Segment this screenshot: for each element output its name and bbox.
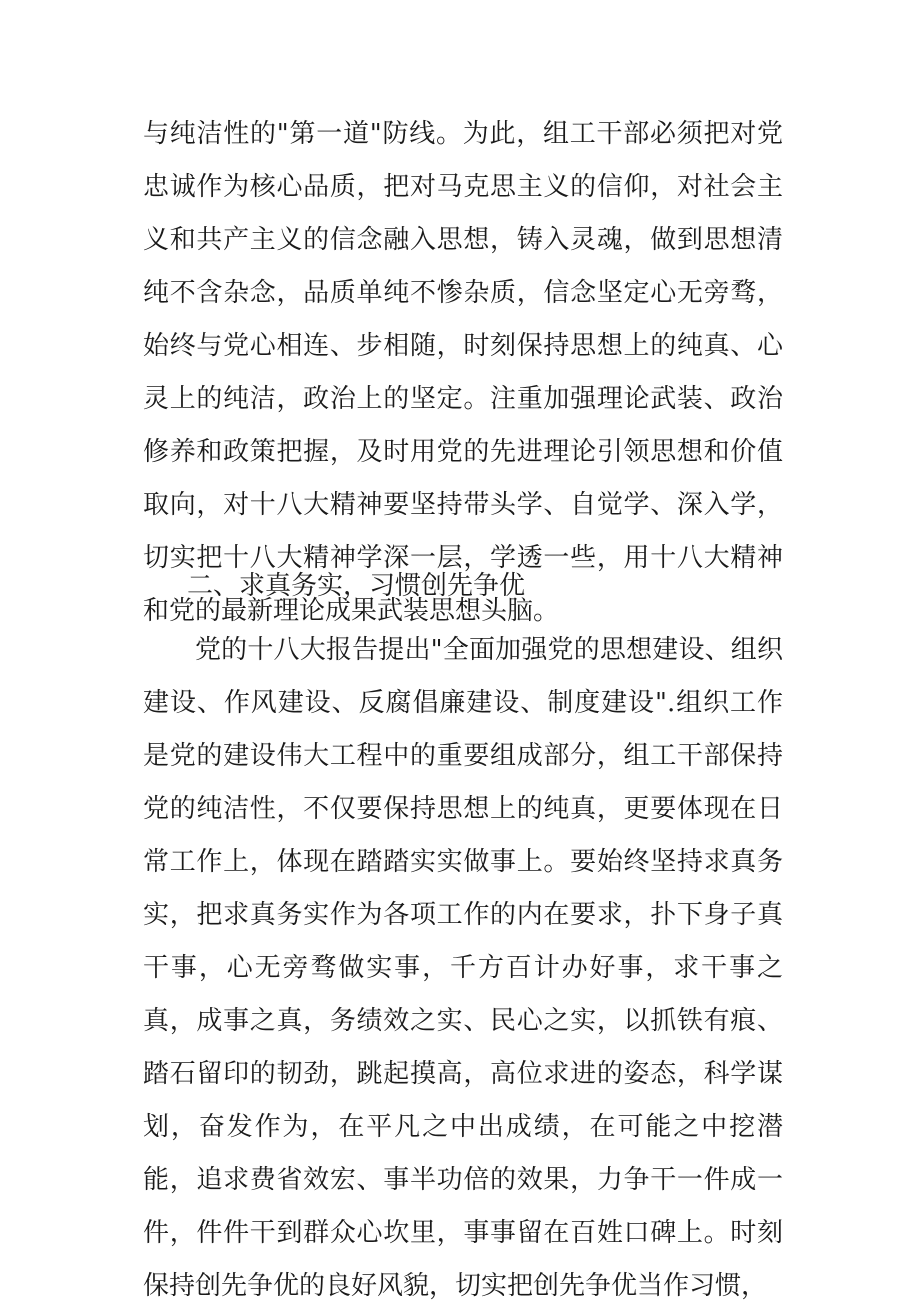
section-heading (143, 560, 783, 613)
section-heading-text: 二、求真务实，习惯创先争优 (187, 571, 526, 601)
body-paragraph-1: 与纯洁性的"第一道"防线。为此，组工干部必须把对党忠诚作为核心品质，把对马克思主义的信仰，对社会主义和共产主义的信念融入思想，铸入灵魂，做到思想清纯不含杂念，品质单纯不惨杂质，信念坚定心无旁骛，始终与党心相连、步相随，时刻保持思想上的纯真、心灵上的纯洁，政治上的坚定。注重加强理论武装、政治修养和政策把握，及时用党的先进理论引领思想和价值取向，对十八大精神要坚持带头学、自觉学、深入学，切实把十八大精神学深一层，学透一些，用十八大精神和党的最新理论成果武装思想头脑。 (143, 119, 783, 626)
body-paragraph-2: 党的十八大报告提出"全面加强党的思想建设、组织建设、作风建设、反腐倡廉建设、制度建设".组织工作是党的建设伟大工程中的重要组成部分，组工干部保持党的纯洁性，不仅要保持思想上的纯真，更要体现在日常工作上，体现在踏踏实实做事上。要始终坚持求真务实，把求真务实作为各项工作的内在要求，扑下身子真干事，心无旁骛做实事，千方百计办好事，求干事之真，成事之真，务绩效之实、民心之实，以抓铁有痕、踏石留印的韧劲，跳起摸高，高位求进的姿态，科学谋划，奋发作为，在平凡之中出成绩，在可能之中挖潜能，追求费省效宏、事半功倍的效果，力争干一件成一件，件件干到群众心坎里，事事留在百姓口碑上。时刻保持创先争优的良好风貌，切实把创先争优当作习惯， (143, 635, 783, 1301)
